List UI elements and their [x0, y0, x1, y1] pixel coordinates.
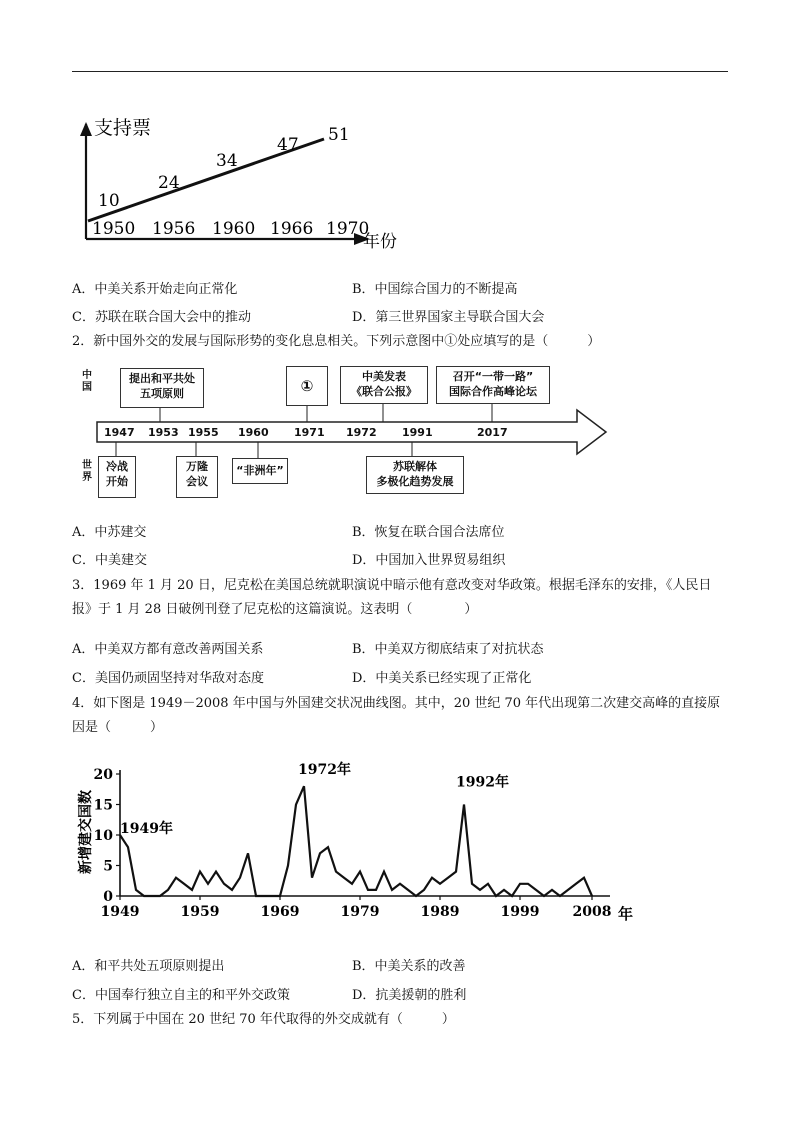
chart1-value-label: 34 — [216, 151, 238, 171]
support-votes-chart — [72, 112, 397, 257]
chart2-annotation: 1949年 — [120, 821, 173, 837]
q3-option-a[interactable]: A．中美双方都有意改善两国关系 — [72, 642, 264, 657]
q2-stem: 2．新中国外交的发展与国际形势的变化息息相关。下列示意图中①处应填写的是（ ） — [72, 334, 601, 349]
q2-option-a[interactable]: A．中苏建交 — [72, 525, 147, 540]
q1-option-c[interactable]: C．苏联在联合国大会中的推动 — [72, 310, 251, 325]
chart2-ylabel: 新增建交国数 — [78, 790, 94, 874]
event-africa-year: “非洲年” — [232, 458, 288, 484]
chart2-y-tick-label: 0 — [103, 889, 113, 905]
q1-option-d[interactable]: D．第三世界国家主导联合国大会 — [352, 310, 545, 325]
event-joint-communique: 中美发表 《联合公报》 — [340, 366, 428, 404]
q1-option-b[interactable]: B．中国综合国力的不断提高 — [352, 282, 518, 297]
chart1-value-label: 51 — [328, 125, 350, 145]
chart2-annotation: 1992年 — [456, 774, 509, 791]
chart2-x-tick-label: 1969 — [260, 904, 300, 920]
chart2-x-tick-label: 2008 — [572, 904, 612, 920]
timeline-year: 2017 — [477, 426, 508, 439]
q4-option-d[interactable]: D．抗美援朝的胜利 — [352, 988, 467, 1003]
q2-option-b[interactable]: B．恢复在联合国合法席位 — [352, 525, 505, 540]
chart1-year-label: 1960 — [212, 219, 256, 239]
event-belt-road-forum: 召开“一带一路” 国际合作高峰论坛 — [436, 366, 550, 404]
event-ussr-collapse: 苏联解体 多极化趋势发展 — [366, 456, 464, 494]
q4-option-b[interactable]: B．中美关系的改善 — [352, 959, 466, 974]
q3-stem: 3．1969 年 1 月 20 日，尼克松在美国总统就职演说中暗示他有意改变对华政策。根据毛泽东的安排，《人民日报》于 1 月 28 日破例刊登了尼克松的这篇演说。这表明（ ） — [72, 578, 712, 617]
q2-option-d[interactable]: D．中国加入世界贸易组织 — [352, 553, 506, 568]
chart2-x-tick-label: 1959 — [180, 904, 220, 920]
timeline-year: 1955 — [188, 426, 219, 439]
q2-option-c[interactable]: C．中美建交 — [72, 553, 147, 568]
chart2-x-tick-label: 1999 — [500, 904, 540, 920]
timeline-year: 1991 — [402, 426, 433, 439]
q4-option-a[interactable]: A．和平共处五项原则提出 — [72, 959, 225, 974]
chart1-year-label: 1970 — [326, 219, 370, 239]
timeline-china-label: 中 国 — [82, 370, 92, 393]
chart2-annotation: 1972年 — [298, 762, 351, 779]
chart2-x-tick-label: 1949 — [100, 904, 140, 920]
chart2-y-tick-label: 10 — [93, 828, 113, 844]
q4-stem: 4．如下图是 1949－2008 年中国与外国建交状况曲线图。其中，20 世纪 70 年代出现第二次建交高峰的直接原因是（ ） — [72, 696, 721, 735]
chart1-year-label: 1966 — [270, 219, 314, 239]
chart2-xlabel: 年 — [618, 905, 634, 923]
chart1-year-label: 1950 — [92, 219, 136, 239]
header-rule — [72, 71, 728, 72]
q5-stem: 5．下列属于中国在 20 世纪 70 年代取得的外交成就有（ ） — [72, 1012, 455, 1027]
timeline-year: 1947 — [104, 426, 135, 439]
event-five-principles: 提出和平共处 五项原则 — [120, 368, 204, 408]
timeline-diagram — [72, 362, 612, 512]
q3-option-d[interactable]: D．中美关系已经实现了正常化 — [352, 671, 532, 686]
timeline-world-label: 世 界 — [82, 460, 92, 483]
event-cold-war: 冷战 开始 — [98, 456, 136, 498]
chart1-xlabel: 年份 — [363, 232, 397, 252]
timeline-year: 1953 — [148, 426, 179, 439]
q3-option-b[interactable]: B．中美双方彻底结束了对抗状态 — [352, 642, 544, 657]
timeline-year: 1972 — [346, 426, 377, 439]
chart1-value-label: 47 — [277, 135, 299, 155]
y-axis-arrow — [80, 122, 92, 136]
chart2-y-tick-label: 20 — [93, 767, 113, 783]
q4-option-c[interactable]: C．中国奉行独立自主的和平外交政策 — [72, 988, 290, 1003]
q1-option-a[interactable]: A．中美关系开始走向正常化 — [72, 282, 238, 297]
chart2-x-tick-label: 1989 — [420, 904, 460, 920]
event-blank-1: ① — [286, 366, 328, 406]
chart2-x-tick-label: 1979 — [340, 904, 380, 920]
event-bandung: 万隆 会议 — [176, 456, 218, 498]
chart2-y-tick-label: 5 — [103, 858, 113, 875]
chart1-value-label: 24 — [158, 173, 180, 193]
timeline-year: 1971 — [294, 426, 325, 439]
timeline-year: 1960 — [238, 426, 269, 439]
q3-option-c[interactable]: C．美国仍顽固坚持对华敌对态度 — [72, 671, 264, 686]
diplomatic-relations-chart — [72, 754, 642, 929]
chart1-year-label: 1956 — [152, 219, 196, 239]
chart1-ylabel: 支持票 — [94, 117, 152, 139]
chart2-y-tick-label: 15 — [93, 797, 113, 814]
chart1-value-label: 10 — [98, 191, 120, 211]
diplomacy-series-line — [120, 786, 592, 896]
